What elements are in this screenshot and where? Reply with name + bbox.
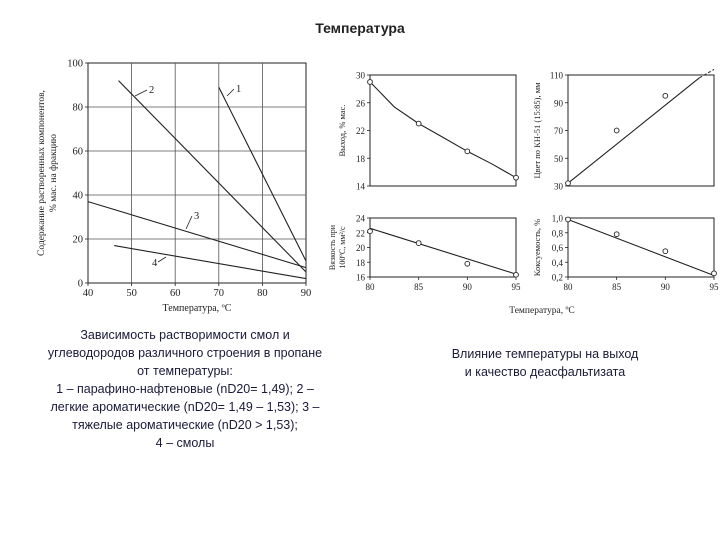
caption-left-line: углеводородов различного строения в пропане <box>47 346 323 360</box>
data-point <box>368 80 373 85</box>
caption-right-line: и качество деасфальтизата <box>464 365 626 379</box>
data-point <box>514 272 519 277</box>
y-tick-label: 0 <box>77 278 83 290</box>
series-extension <box>699 69 714 77</box>
caption-left-line: тяжелые ароматические (nD20 > 1,53); <box>72 418 298 432</box>
x-tick-label: 80 <box>563 282 573 292</box>
x-tick-label: 85 <box>612 282 622 292</box>
caption-left-line: от температуры: <box>137 364 233 378</box>
y-tick-label: 20 <box>356 243 365 253</box>
x-tick-label: 90 <box>300 288 312 299</box>
y-tick-label: 1,0 <box>551 213 563 224</box>
x-axis-label: Температура, ºС <box>509 306 575 316</box>
y-tick-label: 100 <box>67 58 83 70</box>
caption-right-line: Влияние температуры на выход <box>451 347 639 361</box>
series-label-leader <box>186 216 192 229</box>
y-axis-label: 100ºС, мм²/с <box>338 226 347 269</box>
caption-left-line: Зависимость растворимости смол и <box>80 328 290 342</box>
data-point <box>663 249 668 254</box>
y-tick-label: 110 <box>549 70 563 81</box>
y-axis-label: Коксуемость, % <box>532 218 542 277</box>
data-point <box>465 261 470 266</box>
x-tick-label: 40 <box>82 288 94 299</box>
chart-viscosity <box>328 214 521 293</box>
series-label-leader <box>227 89 234 96</box>
y-tick-label: 50 <box>554 153 563 164</box>
y-tick-label: 60 <box>72 146 83 158</box>
series-label-leader <box>135 90 147 96</box>
y-tick-label: 0,4 <box>551 257 563 268</box>
plot-frame <box>88 63 306 283</box>
plot-frame <box>568 75 714 186</box>
y-tick-label: 14 <box>356 181 365 192</box>
chart-yield <box>337 71 518 192</box>
y-tick-label: 20 <box>72 234 83 246</box>
data-point <box>614 128 619 133</box>
caption-left-line: 4 – смолы <box>155 436 215 450</box>
y-tick-label: 30 <box>356 70 365 81</box>
x-tick-label: 90 <box>462 282 472 292</box>
y-tick-label: 24 <box>356 213 365 224</box>
x-tick-label: 60 <box>169 288 181 299</box>
y-tick-label: 0,6 <box>551 243 563 253</box>
chart-color <box>532 69 714 191</box>
series-label: 2 <box>149 85 155 96</box>
x-tick-label: 70 <box>213 288 225 299</box>
y-tick-label: 0,2 <box>551 272 563 283</box>
data-point <box>465 149 470 154</box>
data-point <box>416 121 421 126</box>
data-point <box>416 241 421 246</box>
caption-right <box>400 345 690 381</box>
y-tick-label: 40 <box>72 190 83 202</box>
y-tick-label: 30 <box>554 181 563 192</box>
x-tick-label: 95 <box>709 282 719 292</box>
y-tick-label: 80 <box>72 102 83 114</box>
plot-frame <box>370 75 516 186</box>
x-tick-label: 90 <box>660 282 670 292</box>
series-line <box>370 82 516 178</box>
y-tick-label: 90 <box>554 98 563 109</box>
x-tick-label: 50 <box>126 288 137 299</box>
y-tick-label: 70 <box>554 126 563 136</box>
x-tick-label: 80 <box>365 282 375 292</box>
data-point <box>614 232 619 237</box>
y-tick-label: 18 <box>356 153 365 164</box>
x-tick-label: 95 <box>511 282 521 292</box>
caption-left-line: легкие ароматические (nD20= 1,49 – 1,53); 3 – <box>50 400 320 414</box>
series-label: 3 <box>194 211 200 222</box>
data-point <box>712 271 717 276</box>
y-tick-label: 16 <box>356 272 365 283</box>
data-point <box>514 175 519 180</box>
x-tick-label: 85 <box>414 282 424 292</box>
series-label: 1 <box>236 84 242 95</box>
series-label-leader <box>158 257 166 262</box>
y-axis-label: Цвет по КН-51 (15:85), мм <box>532 82 542 179</box>
y-tick-label: 22 <box>356 126 365 136</box>
y-tick-label: 18 <box>356 257 365 268</box>
series-line <box>568 78 699 183</box>
series-line <box>114 246 306 279</box>
series-line <box>370 228 516 274</box>
y-tick-label: 22 <box>356 228 365 239</box>
series-line <box>568 220 714 276</box>
caption-left <box>20 326 350 452</box>
y-axis-label: Вязкость при <box>328 224 337 271</box>
x-tick-label: 80 <box>257 288 268 299</box>
data-point <box>566 217 571 222</box>
series-label: 4 <box>152 258 158 269</box>
series-line <box>119 81 307 272</box>
y-tick-label: 26 <box>356 98 365 109</box>
y-axis-label: Выход, % мас. <box>337 104 347 157</box>
plot-frame <box>370 218 516 277</box>
y-tick-label: 0,8 <box>551 228 563 239</box>
page-title: Температура <box>315 20 405 36</box>
chart-solubility <box>37 59 311 315</box>
data-point <box>663 93 668 98</box>
y-axis-label: Содержание растворенных компонентов, <box>37 90 47 256</box>
caption-left-line: 1 – парафино-нафтеновые (nD20= 1,49); 2 – <box>56 382 314 396</box>
data-point <box>566 181 571 186</box>
data-point <box>368 229 373 234</box>
y-axis-label: % мас. на фракцию <box>49 133 59 213</box>
chart-coking <box>509 214 719 317</box>
x-axis-label: Температура, ºС <box>162 303 232 314</box>
